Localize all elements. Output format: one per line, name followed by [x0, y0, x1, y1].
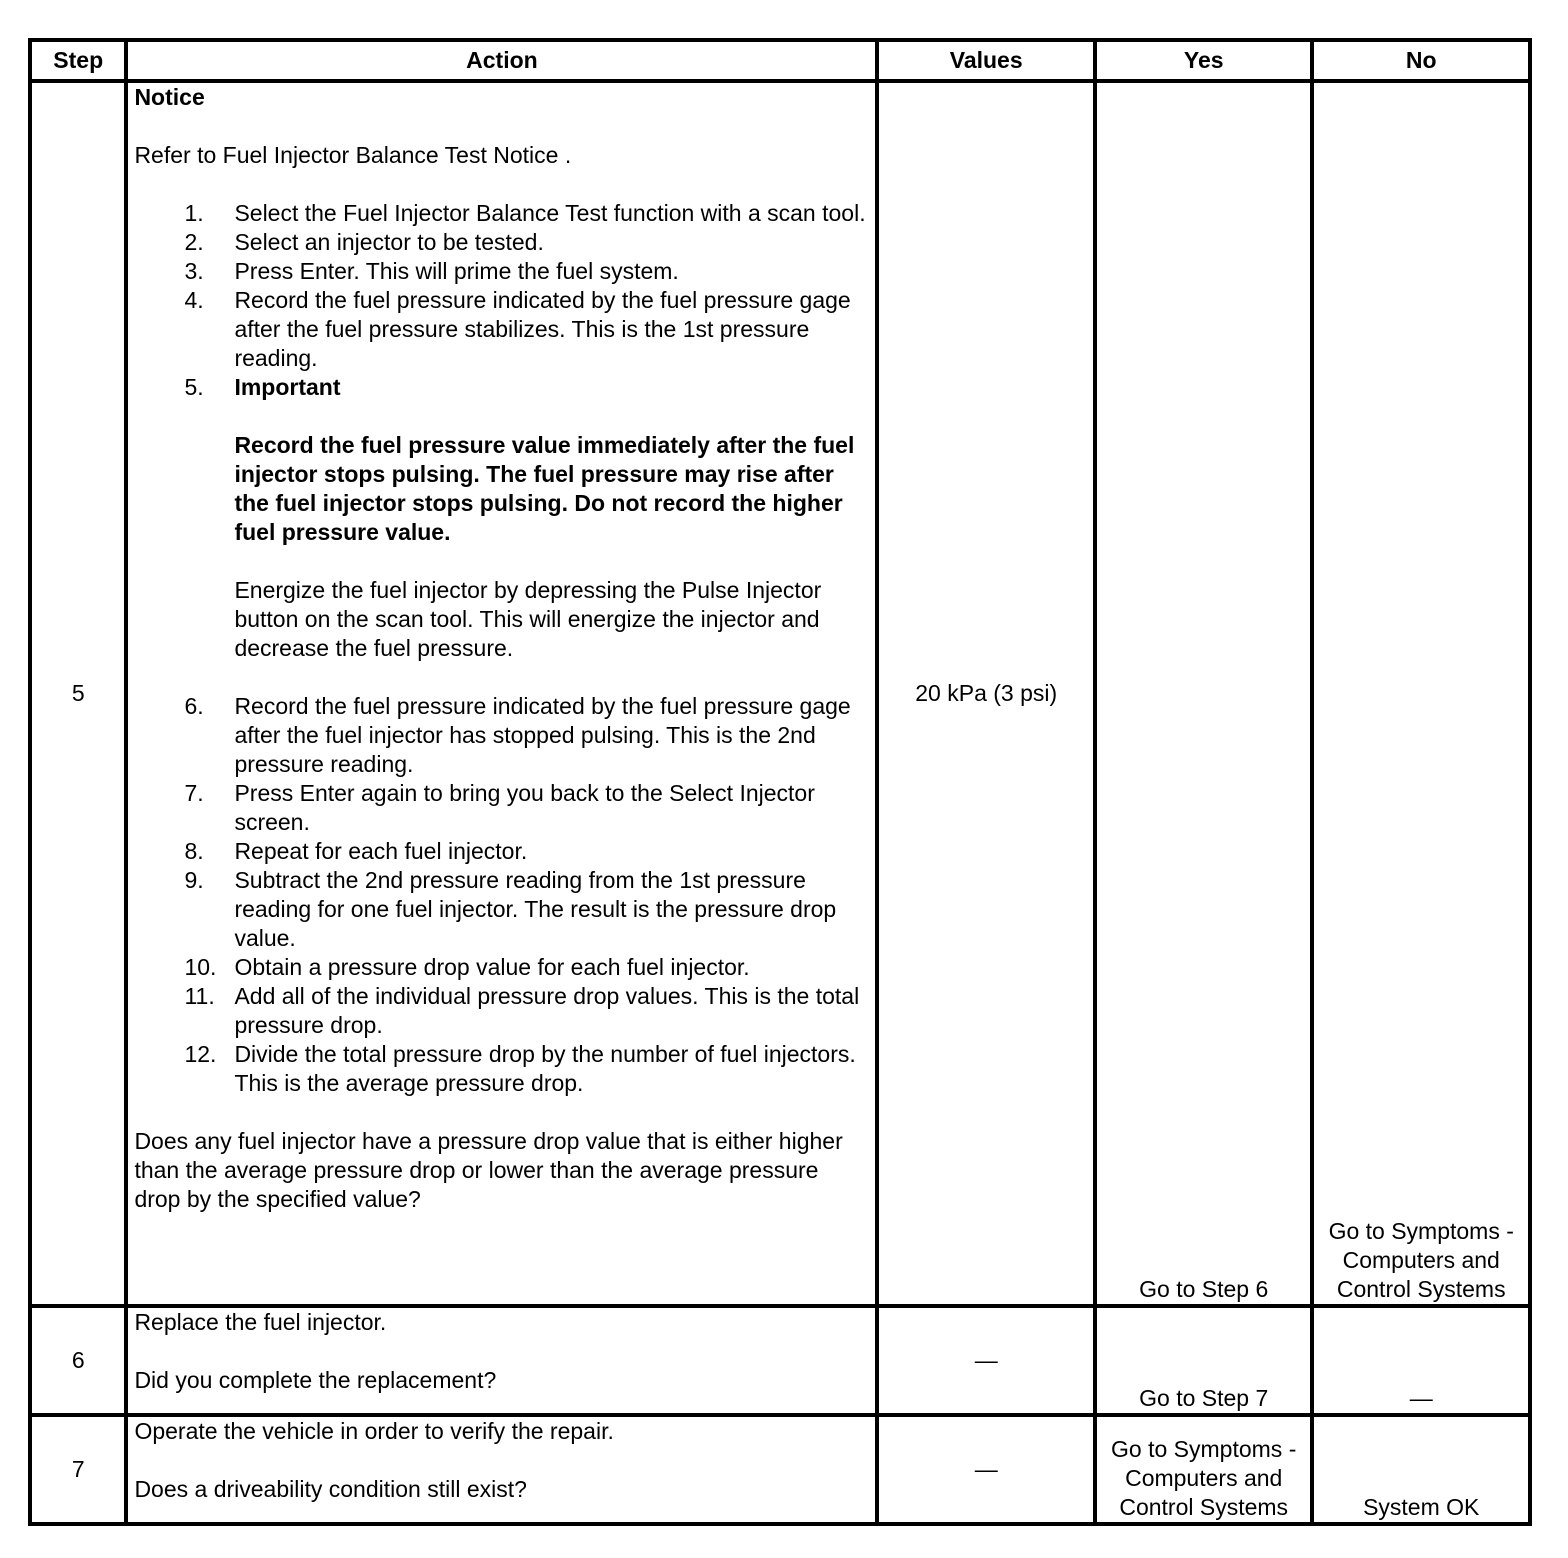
action-cell: [126, 1306, 877, 1415]
list-item: 7. Press Enter again to bring you back to the Select Injector screen.: [184, 780, 815, 835]
action-cell: [126, 81, 877, 1306]
question-text: Did you complete the replacement?: [134, 1366, 497, 1393]
procedure-list: [134, 199, 869, 1098]
list-item: 1. Select the Fuel Injector Balance Test function with a scan tool.: [184, 200, 866, 226]
values-cell: —: [877, 1306, 1095, 1415]
question-text: Does any fuel injector have a pressure drop value that is either higher than the average pressure drop or lower than the average pressure drop by the specified value?: [134, 1128, 843, 1212]
table-row-step-6: [30, 1306, 1530, 1415]
list-item: 11. Add all of the individual pressure drop values. This is the total pressure drop.: [184, 983, 860, 1038]
diagnostic-table: [28, 38, 1532, 1526]
list-item: 6. Record the fuel pressure indicated by the fuel pressure gage after the fuel injector has stopped pulsing. This is the 2nd pressure reading.: [184, 693, 851, 777]
action-cell: [126, 1415, 877, 1524]
header-row: [30, 40, 1530, 81]
notice-text: Refer to Fuel Injector Balance Test Notice .: [134, 142, 572, 168]
step-number: 7: [30, 1415, 126, 1524]
no-cell: —: [1312, 1306, 1530, 1415]
question-text: Does a driveability condition still exist?: [134, 1475, 527, 1502]
yes-cell: Go to Step 6: [1095, 81, 1313, 1306]
values-cell: —: [877, 1415, 1095, 1524]
header-values: Values: [877, 40, 1095, 81]
list-item: 2. Select an injector to be tested.: [184, 229, 544, 255]
list-item: 8. Repeat for each fuel injector.: [184, 838, 528, 864]
action-text: Operate the vehicle in order to verify the repair.: [134, 1417, 614, 1444]
table-row-step-7: [30, 1415, 1530, 1524]
notice-title: Notice: [134, 84, 205, 110]
step-number: 6: [30, 1306, 126, 1415]
no-cell: System OK: [1312, 1415, 1530, 1524]
header-no: No: [1312, 40, 1530, 81]
list-item: 10. Obtain a pressure drop value for each fuel injector.: [184, 954, 750, 980]
header-yes: Yes: [1095, 40, 1313, 81]
yes-cell: Go to Step 7: [1095, 1306, 1313, 1415]
table-row-step-5: [30, 81, 1530, 1306]
yes-cell: Go to Symptoms - Computers and Control Systems: [1095, 1415, 1313, 1524]
important-text: Record the fuel pressure value immediately after the fuel injector stops pulsing. The fuel pressure may rise after the fuel injector stops pulsing. Do not record the higher fuel pressure value.: [234, 432, 855, 545]
action-text: Replace the fuel injector.: [134, 1308, 387, 1335]
values-cell: 20 kPa (3 psi): [877, 81, 1095, 1306]
list-item: 3. Press Enter. This will prime the fuel system.: [184, 258, 679, 284]
energize-text: Energize the fuel injector by depressing the Pulse Injector button on the scan tool. This will energize the injector and decrease the fuel pressure.: [234, 577, 822, 661]
list-item: 12. Divide the total pressure drop by the number of fuel injectors. This is the average pressure drop.: [184, 1041, 856, 1096]
header-action: Action: [126, 40, 877, 81]
step-number: 5: [30, 81, 126, 1306]
list-item-important: 5. Important Record the fuel pressure value immediately after the fuel injector stops pulsing. The fuel pressure may rise after the fuel injector stops pulsing. Do not record the higher fuel pressure value. Energize the fuel injector by depressing the Pulse Injector button on the scan tool. This will energize the injector and decrease the fuel pressure.: [134, 373, 869, 692]
no-cell: Go to Symptoms - Computers and Control Systems: [1312, 81, 1530, 1306]
list-item: 4. Record the fuel pressure indicated by the fuel pressure gage after the fuel pressure stabilizes. This is the 1st pressure reading.: [184, 287, 851, 371]
header-step: Step: [30, 40, 126, 81]
list-item: 9. Subtract the 2nd pressure reading from the 1st pressure reading for one fuel injector. The result is the pressure drop value.: [184, 867, 837, 951]
important-title: Important: [234, 374, 341, 400]
